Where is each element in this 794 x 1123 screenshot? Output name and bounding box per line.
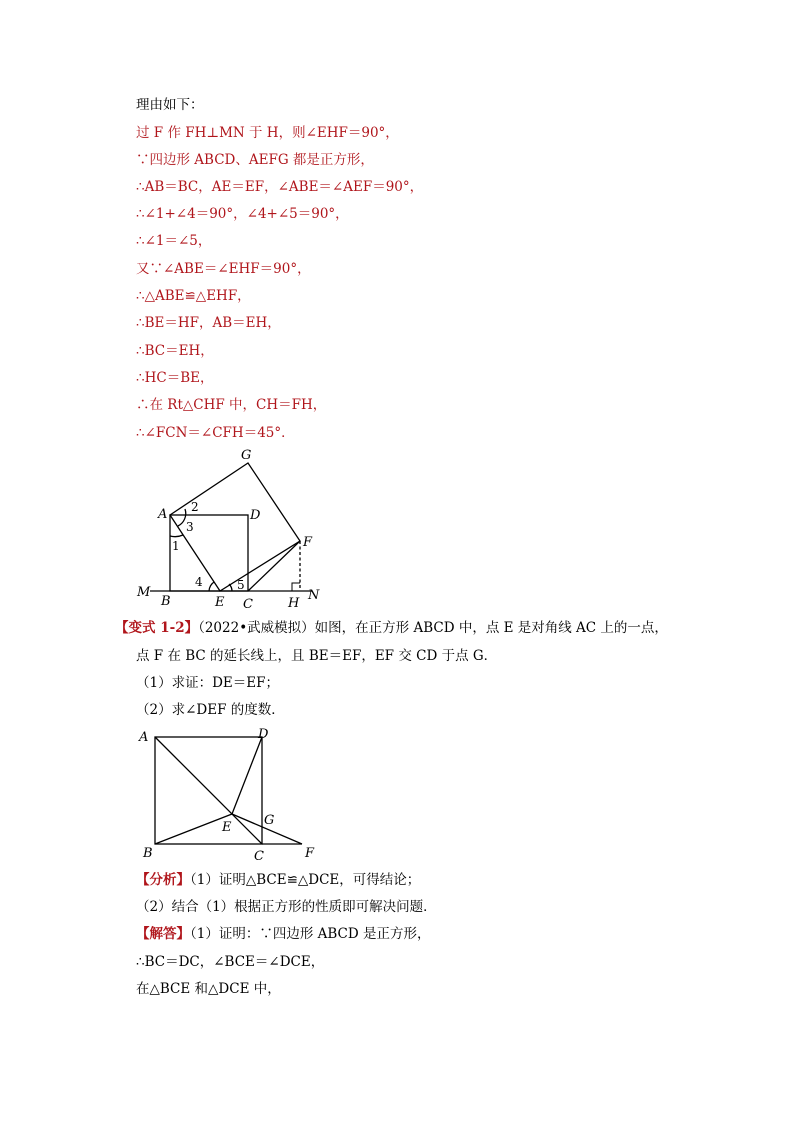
reason-line: ∴BC＝EH， <box>136 343 214 359</box>
reason-line: ∴AB＝BC，AE＝EF，∠ABE＝∠AEF＝90°， <box>136 179 424 195</box>
answer-line-1 <box>136 925 431 943</box>
analysis-line-2: （2）结合（1）根据正方形的性质即可解决问题． <box>136 899 437 915</box>
label-angle-2: 2 <box>191 500 199 514</box>
diagonal-ac <box>155 737 262 844</box>
angle-mark-4 <box>209 582 214 591</box>
answer-tag: 【解答】 <box>136 926 190 942</box>
analysis-text-1: （1）证明△BCE≌△DCE，可得结论； <box>190 872 421 888</box>
label-angle-5: 5 <box>237 578 245 592</box>
label-n: N <box>308 588 320 603</box>
label-g-2: G <box>264 813 275 828</box>
label-angle-4: 4 <box>195 575 203 589</box>
answer-line-2: ∴BC＝DC，∠BCE＝∠DCE， <box>136 954 325 970</box>
angle-mark-3 <box>178 509 186 526</box>
label-d-2: D <box>258 727 269 742</box>
label-angle-1: 1 <box>172 539 180 553</box>
angle-mark-5 <box>229 584 232 591</box>
reason-line: ∴∠1+∠4＝90°，∠4+∠5＝90°， <box>136 206 349 222</box>
geometry-figure-2 <box>130 722 330 867</box>
label-e-2: E <box>222 820 232 835</box>
reason-line: ∴△ABE≌△EHF， <box>136 288 251 304</box>
answer-line-3: 在△BCE 和△DCE 中， <box>136 981 281 997</box>
reason-line: ∴BE＝HF，AB＝EH， <box>136 315 281 331</box>
reason-line: ∵四边形 ABCD、AEFG 都是正方形， <box>136 152 374 168</box>
segment-be <box>155 814 232 844</box>
label-f: F <box>303 535 313 550</box>
label-m: M <box>137 585 151 600</box>
problem-tag: 【变式 1-2】 <box>115 620 199 636</box>
label-e: E <box>215 595 225 610</box>
label-a: A <box>158 507 168 522</box>
segment-de <box>232 737 262 814</box>
answer-text-1: （1）证明：∵四边形 ABCD 是正方形， <box>190 926 431 942</box>
reason-line: ∴HC＝BE， <box>136 370 214 386</box>
problem-text-1: （2022•武威模拟）如图，在正方形 ABCD 中，点 E 是对角线 AC 上的一点， <box>198 620 668 636</box>
geometry-figure-1 <box>130 445 330 610</box>
problem-line-2: 点 F 在 BC 的延长线上，且 BE＝EF，EF 交 CD 于点 G． <box>136 648 498 664</box>
angle-mark-1 <box>170 535 183 537</box>
reason-line: 又∵∠ABE＝∠EHF＝90°， <box>136 261 311 277</box>
reason-line: 过 F 作 FH⊥MN 于 H，则∠EHF＝90°， <box>136 125 399 141</box>
label-g: G <box>241 448 252 463</box>
label-a-2: A <box>139 730 149 745</box>
label-f-2: F <box>305 846 315 861</box>
reason-line: ∴在 Rt△CHF 中，CH＝FH， <box>136 397 327 413</box>
label-c: C <box>243 597 253 610</box>
reason-line: ∴∠1＝∠5， <box>136 233 212 249</box>
question-2: （2）求∠DEF 的度数． <box>136 702 285 718</box>
label-angle-3: 3 <box>186 520 194 534</box>
label-h: H <box>288 596 300 610</box>
analysis-line-1 <box>136 871 420 889</box>
label-b-2: B <box>143 846 153 861</box>
label-b: B <box>161 594 171 609</box>
label-d: D <box>250 508 261 523</box>
analysis-tag: 【分析】 <box>136 872 190 888</box>
label-c-2: C <box>254 849 264 864</box>
question-1: （1）求证：DE＝EF； <box>136 675 279 691</box>
problem-line-1 <box>115 619 668 637</box>
right-angle-mark <box>292 583 300 591</box>
reason-line: ∴∠FCN＝∠CFH＝45°． <box>136 425 295 441</box>
reason-line: 理由如下： <box>136 97 204 113</box>
